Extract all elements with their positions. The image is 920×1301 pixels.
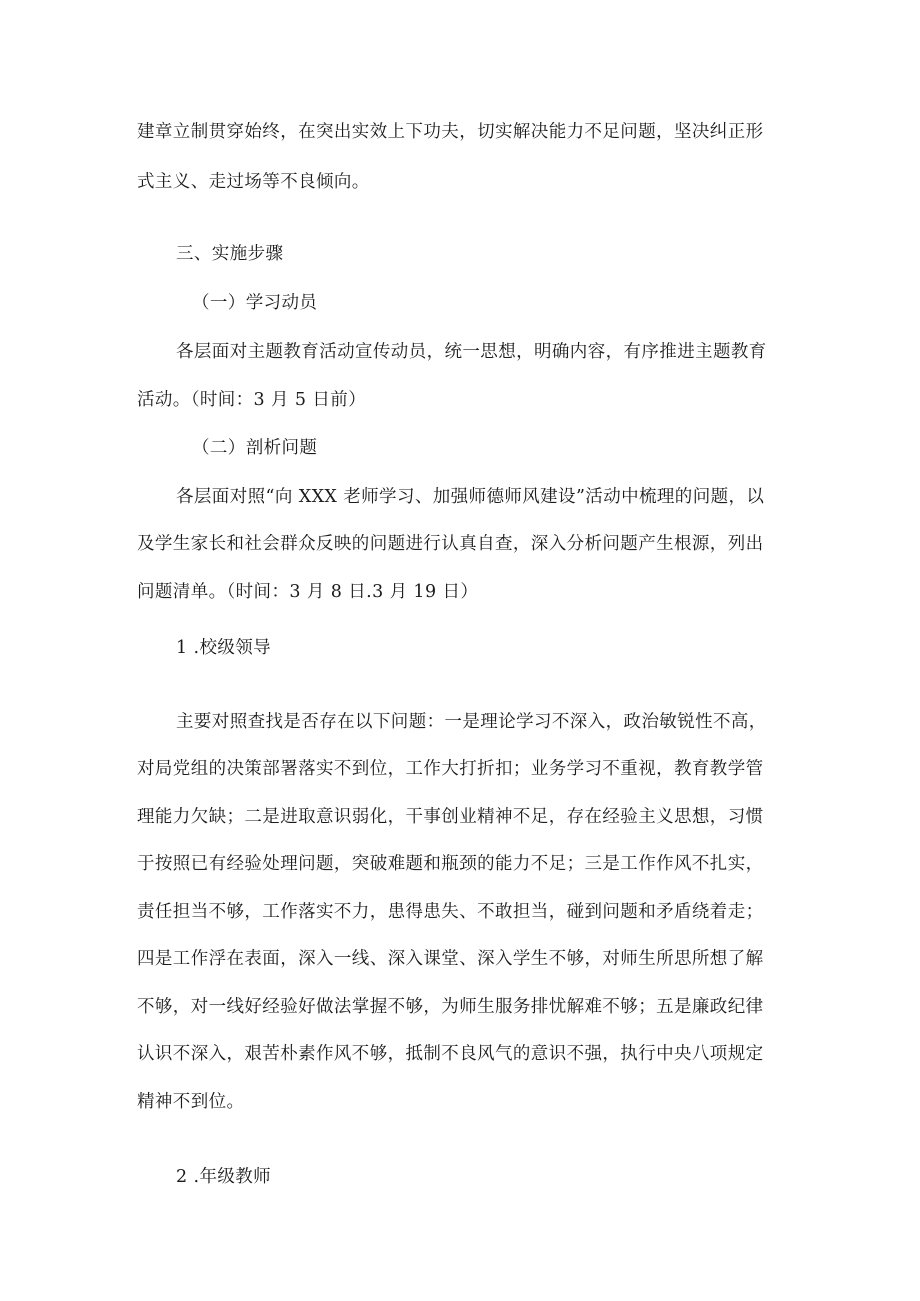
intro-paragraph-line-2: 式主义、走过场等不良倾向。: [137, 172, 370, 192]
item1-paragraph-line-4: 于按照已有经验处理问题，突破难题和瓶颈的能力不足；三是工作作风不扎实，: [137, 854, 764, 874]
intro-paragraph-line-1: 建章立制贯穿始终，在突出实效上下功夫，切实解决能力不足问题，坚决纠正形: [137, 122, 764, 142]
sub1-paragraph-line-2: 活动。（时间：3 月 5 日前）: [137, 390, 367, 410]
item-heading-school-leaders: 1 .校级领导: [176, 638, 272, 658]
sub2-paragraph-line-3: 问题清单。（时间：3 月 8 日.3 月 19 日）: [137, 582, 479, 602]
item-heading-grade-teachers: 2 .年级教师: [176, 1167, 272, 1187]
item1-paragraph-line-5: 责任担当不够，工作落实不力，患得患失、不敢担当，碰到问题和矛盾绕着走；: [137, 902, 764, 922]
subsection-heading-study-mobilization: （一）学习动员: [192, 293, 318, 313]
item1-paragraph-line-3: 理能力欠缺；二是进取意识弱化，干事创业精神不足，存在经验主义思想，习惯: [137, 807, 764, 827]
sub2-paragraph-line-1: 各层面对照“向 XXX 老师学习、加强师德师风建设”活动中梳理的问题，以: [176, 487, 765, 507]
sub2-paragraph-line-2: 及学生家长和社会群众反映的问题进行认真自查，深入分析问题产生根源，列出: [137, 534, 764, 554]
item1-paragraph-line-1: 主要对照查找是否存在以下问题：一是理论学习不深入，政治敏锐性不高，: [176, 712, 767, 732]
section-heading-implementation-steps: 三、实施步骤: [176, 244, 284, 264]
item1-paragraph-line-2: 对局党组的决策部署落实不到位，工作大打折扣；业务学习不重视，教育教学管: [137, 759, 764, 779]
item1-paragraph-line-7: 不够，对一线好经验好做法掌握不够，为师生服务排忧解难不够；五是廉政纪律: [137, 997, 764, 1017]
item1-paragraph-line-9: 精神不到位。: [137, 1092, 245, 1112]
sub1-paragraph-line-1: 各层面对主题教育活动宣传动员，统一思想，明确内容，有序推进主题教育: [176, 342, 767, 362]
item1-paragraph-line-6: 四是工作浮在表面，深入一线、深入课堂、深入学生不够，对师生所思所想了解: [137, 949, 764, 969]
item1-paragraph-line-8: 认识不深入，艰苦朴素作风不够，抵制不良风气的意识不强，执行中央八项规定: [137, 1044, 764, 1064]
subsection-heading-analyze-problems: （二）剖析问题: [192, 438, 318, 458]
